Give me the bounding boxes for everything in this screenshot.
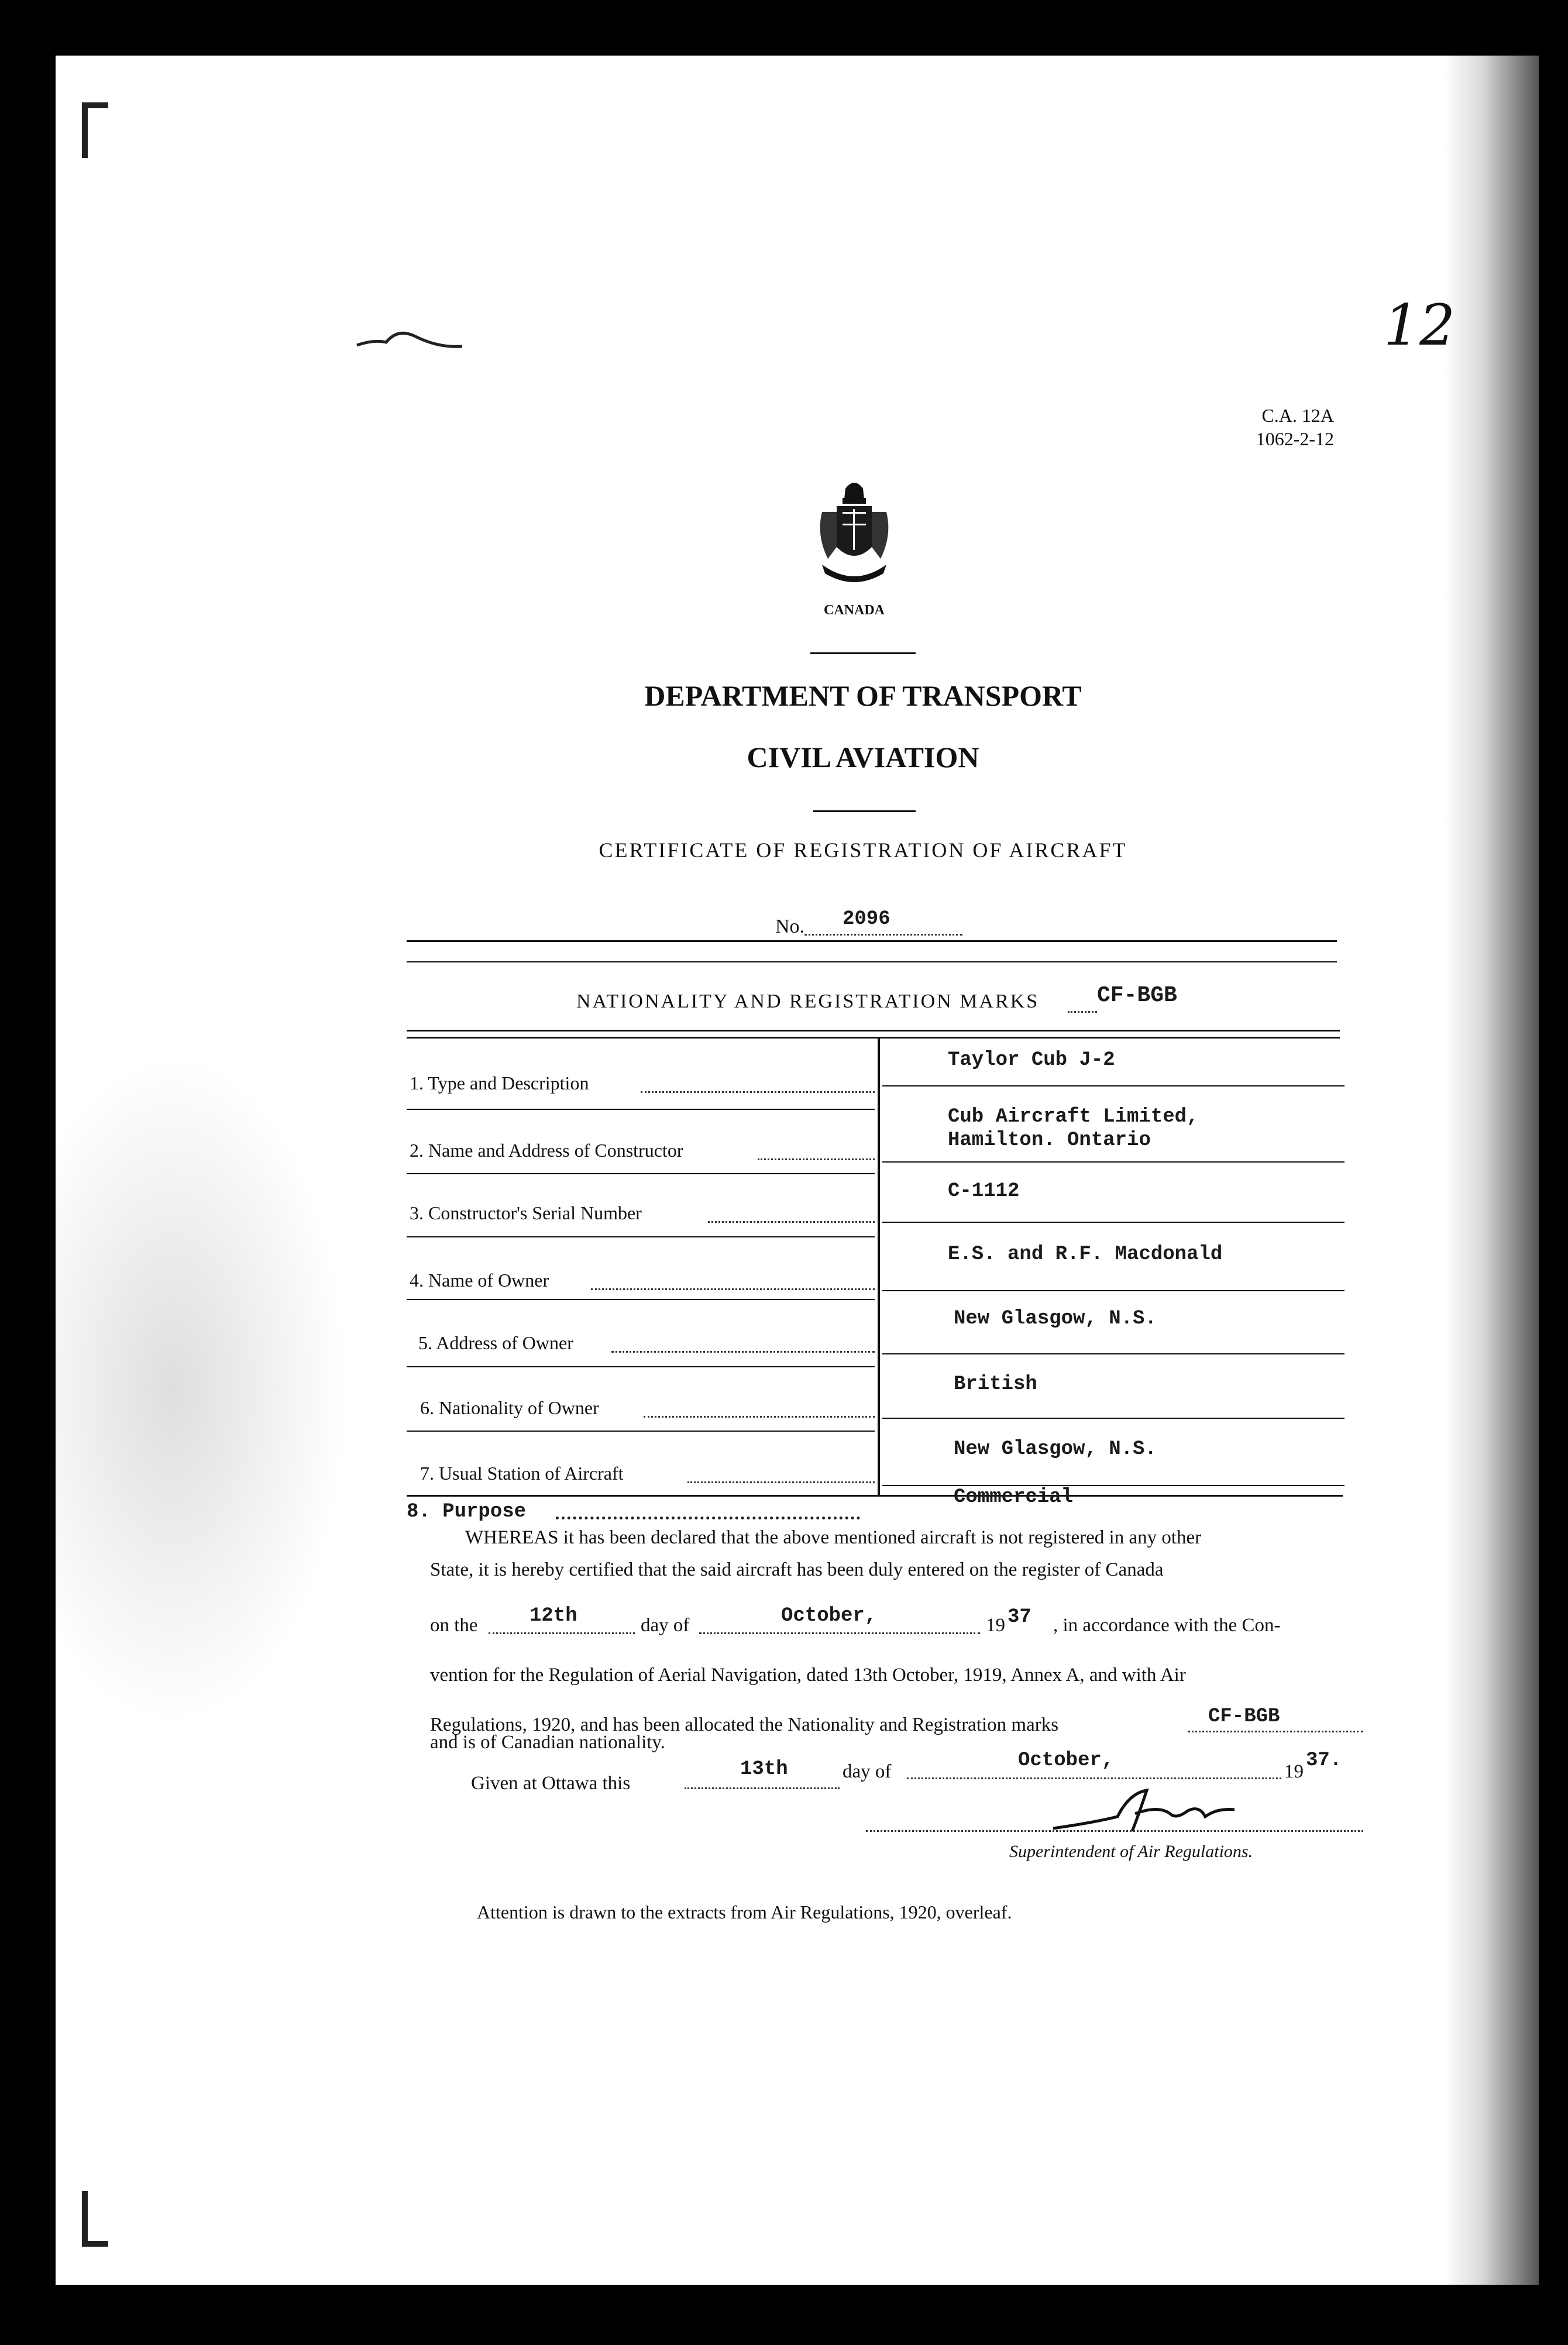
field-value: Cub Aircraft Limited, (948, 1106, 1199, 1128)
row-rule (407, 1173, 875, 1174)
footer-note: Attention is drawn to the extracts from Air Regulations, 1920, overleaf. (477, 1902, 1012, 1923)
body-line-1: WHEREAS it has been declared that the above mentioned aircraft is not registered in any other (465, 1527, 1202, 1548)
field-value: Hamilton. Ontario (948, 1129, 1151, 1151)
nationality-marks-dots (1068, 1011, 1097, 1013)
given-day-value: 13th (740, 1758, 788, 1780)
crop-mark-top-left-h (82, 102, 108, 108)
given-year-prefix: 19 (1284, 1761, 1304, 1782)
row-rule (407, 1299, 875, 1300)
row-rule (882, 1085, 1345, 1086)
scan-smudge (56, 1053, 348, 1726)
given-day-dots (685, 1787, 840, 1789)
field-label: 1. Type and Description (410, 1072, 589, 1094)
body-line-3-prefix: on the (430, 1615, 478, 1636)
field-value: British (954, 1373, 1037, 1395)
form-code-line2: 1062-2-12 (1256, 428, 1334, 449)
given-mid: day of (843, 1761, 892, 1782)
body-line-4: vention for the Regulation of Aerial Navigation, dated 13th October, 1919, Annex A, and with Air (430, 1665, 1186, 1686)
handwritten-tick-mark (351, 316, 468, 363)
handwritten-page-number: 12 (1384, 293, 1456, 358)
crest-label: CANADA (824, 603, 885, 618)
header-divider-top (810, 652, 916, 654)
certificate-number-dots (804, 934, 962, 936)
row-rule (882, 1418, 1345, 1419)
purpose-label: 8. Purpose (407, 1501, 527, 1523)
purpose-value: Commercial (954, 1486, 1074, 1508)
crop-mark-bottom-left (82, 2191, 88, 2247)
field-label: 4. Name of Owner (410, 1270, 549, 1291)
body-line-3-dayof: day of (641, 1615, 690, 1636)
row-rule (882, 1353, 1345, 1354)
field-label: 2. Name and Address of Constructor (410, 1140, 683, 1161)
field-label: 6. Nationality of Owner (420, 1397, 599, 1418)
field-value: Taylor Cub J-2 (948, 1049, 1115, 1071)
signature-line (866, 1830, 1363, 1832)
field-value: New Glasgow, N.S. (954, 1438, 1157, 1460)
given-year-suffix: 37. (1306, 1749, 1342, 1772)
certificate-title: CERTIFICATE OF REGISTRATION OF AIRCRAFT (599, 838, 1127, 862)
nationality-marks-label: NATIONALITY AND REGISTRATION MARKS (576, 991, 1040, 1012)
form-code-line1: C.A. 12A (1261, 405, 1334, 426)
certificate-number-value: 2096 (843, 908, 890, 930)
field-dots (687, 1481, 875, 1483)
entry-day-value: 12th (529, 1605, 577, 1627)
table-top-rule-2 (407, 1037, 1340, 1039)
entry-day-dots (489, 1632, 635, 1634)
field-dots (591, 1288, 875, 1290)
given-month-value: October, (1018, 1749, 1114, 1772)
body-line-6: and is of Canadian nationality. (430, 1732, 666, 1753)
rule-above-marks-2 (407, 961, 1337, 962)
page-edge-shadow (1445, 56, 1539, 2285)
given-prefix: Given at Ottawa this (471, 1773, 631, 1794)
row-rule (407, 1236, 875, 1237)
entry-year-suffix: 37 (1007, 1606, 1031, 1628)
field-dots (611, 1351, 875, 1353)
field-value: New Glasgow, N.S. (954, 1308, 1157, 1330)
handwritten-signature (1047, 1782, 1246, 1843)
row-rule (882, 1222, 1345, 1223)
form-code (1235, 404, 1334, 451)
crop-mark-bottom-left-h (82, 2241, 108, 2247)
field-label: 7. Usual Station of Aircraft (420, 1463, 624, 1484)
allocated-marks-value: CF-BGB (1208, 1706, 1280, 1728)
purpose-dots (556, 1517, 860, 1519)
row-rule (407, 1109, 875, 1110)
branch-heading: CIVIL AVIATION (747, 741, 979, 773)
entry-month-dots (699, 1632, 980, 1634)
row-rule (882, 1290, 1345, 1291)
nationality-marks-value: CF-BGB (1097, 983, 1177, 1008)
table-bottom-rule (407, 1495, 1343, 1497)
rule-above-marks (407, 940, 1337, 942)
row-rule (407, 1431, 875, 1432)
row-rule (882, 1485, 1345, 1486)
field-dots (708, 1221, 875, 1223)
field-dots (641, 1091, 875, 1093)
body-line-2: State, it is hereby certified that the said aircraft has been duly entered on the register of Canada (430, 1559, 1164, 1580)
field-label: 3. Constructor's Serial Number (410, 1202, 642, 1223)
header-divider-bottom (813, 810, 916, 812)
certificate-number-label: No. (775, 916, 805, 937)
row-rule (882, 1161, 1345, 1163)
field-value: C-1112 (948, 1180, 1020, 1202)
marks-dots (1188, 1731, 1363, 1732)
table-column-divider (878, 1039, 880, 1495)
body-line-3-suffix: , in accordance with the Con- (1053, 1615, 1281, 1636)
given-month-dots (907, 1777, 1281, 1779)
row-rule (407, 1366, 875, 1367)
crop-mark-top-left (82, 102, 88, 158)
signatory-title: Superintendent of Air Regulations. (1009, 1842, 1253, 1861)
year-prefix: 19 (986, 1615, 1005, 1636)
canada-coat-of-arms-emblem (810, 477, 898, 594)
entry-month-value: October, (781, 1605, 877, 1627)
field-value: E.S. and R.F. Macdonald (948, 1243, 1223, 1266)
department-heading: DEPARTMENT OF TRANSPORT (644, 679, 1082, 712)
table-top-rule (407, 1030, 1340, 1031)
body-line-5: Regulations, 1920, and has been allocated the Nationality and Registration marks (430, 1714, 1059, 1735)
field-dots (644, 1416, 875, 1418)
field-dots (758, 1158, 875, 1160)
field-label: 5. Address of Owner (418, 1332, 573, 1353)
